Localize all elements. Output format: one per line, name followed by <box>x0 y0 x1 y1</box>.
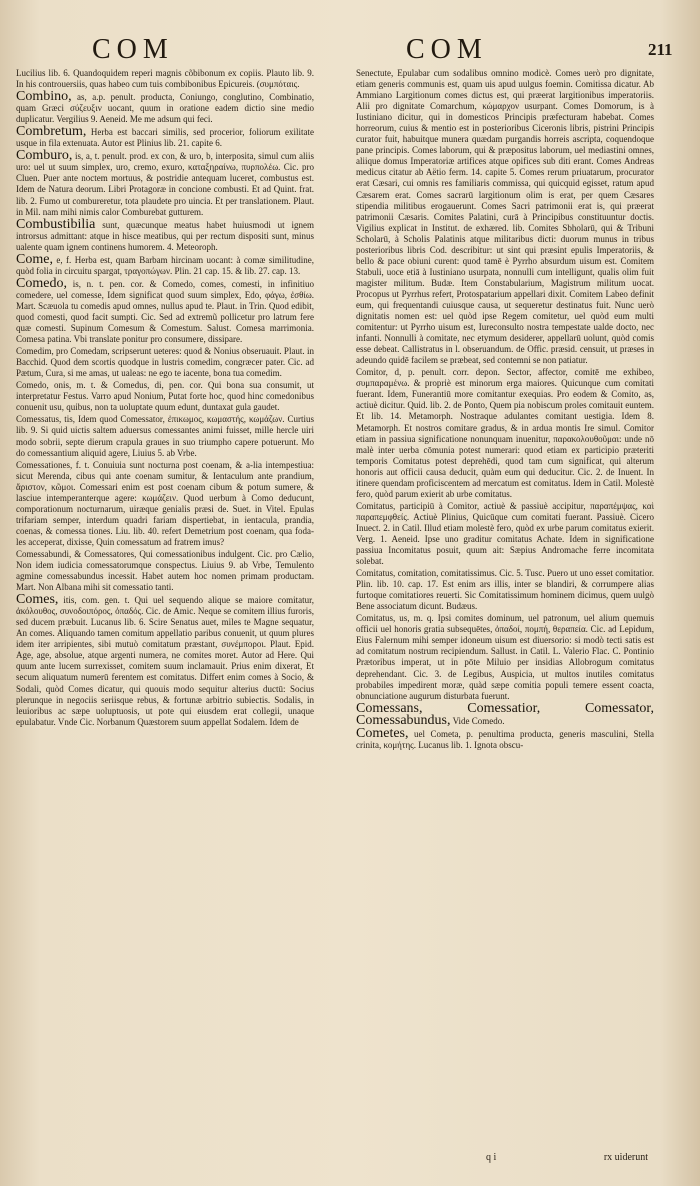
dictionary-entry <box>356 501 654 567</box>
entry-text: Comessatus, tis, Idem quod Comessator, ἐπικωμος, κωμαστής, κωμάζων. Curtius lib. 9. Si quid uictis saltem aduersus comessantes animi fuisset, mille hercle uiri modo sobrii, septe dierum crapula graues in suo triumpho capere potuerunt. Mo do comessantium aliquid agere, Liuius 5. ab Vrbe. <box>16 414 314 458</box>
dictionary-entry <box>16 91 314 125</box>
right-headword: COM <box>406 34 488 65</box>
dictionary-entry <box>16 68 314 90</box>
entry-text: Comitatus, participiū à Comitor, actiuè & passiuè accipitur, παραπέμψας, καὶ παραπεμφθείς. Actiuè Plinius, Quicūque cum comitati fuerant. Passiuè. Cicero Inuect. 2. in Catil. Illud etiam molestè fero, quòd ex urbe parum comitatus exierit. Verg. 1. Aeneid. Ipse uno graditur comitatus Achate. Idem in significatione passiua Incomitatus posuit, quum ait: Sæpius Andromache ferre incomitata solebat. <box>356 500 654 567</box>
entry-text: is, n. t. pen. cor. & Comedo, comes, comesti, in infinitiuo comedere, uel comesse, Idem significat quod suum simplex, Edo, φάγω, ἐσθίω. Mart. Scæuola tu comedis apud omnes, nullus apud te. Plaut. in Trin. Quod edibit, quod comesti, quod facit sumpti. Cic. Sed ad extremũ pollicetur pro latrum fere quæ comesti. Supinum Comesum & Comestum. Salust. Comesa marrimonia. Comesa patina. Vbi translate ponitur pro consumere, dissipare. <box>16 278 314 345</box>
entry-headword: Comedo, <box>16 275 67 291</box>
entry-headword: Comessans, Comessatior, Comessator, Comessabundus, <box>356 700 654 728</box>
entry-text: Herba est baccari similis, sed procerior, foliorum exilitate usque in fila extenuata. Autor est Plinius lib. 21. capite 6. <box>16 127 314 149</box>
entry-headword: Combretum, <box>16 124 87 140</box>
page-number: 211 <box>648 40 673 59</box>
entry-headword: Combustibilia <box>16 216 96 232</box>
entry-headword: Comburo, <box>16 148 73 164</box>
entry-text: Comitatus, us, m. q. Ipsi comites dominum, uel patronum, uel alium quemuis officii uel honoris gratia subsequētes, ὀπαδοί, πομπή, θεραπεία. Cic. ad Lepidum, Eius Falernum mihi semper idoneum uisum est diuersorio: si modò tecti satis est ad comitatum nostrum recipiendum. Sallust. in Catil. L. Valerio Flac. C. Pontinio Prætoribus imperat, ut in pōte Miluio per insidias Allobrogum comitatus deprehendant. Cic. 3. de Legibus, Auspicia, ut multos inutiles comitatus probabiles impedirent moræ, quàd sæpe comitia populi temere essent coacta, obnunciatione augurum disturbata fuerunt. <box>356 613 654 701</box>
entry-text: itis, com. gen. t. Qui uel sequendo alique se maiore comitatur, ἀκόλουθος, συνοδοιπόρος, ὀπαδός. Cic. de Amic. Neque se comitem illius furoris, sed ducem præbuit. Lucanus lib. 6. Scire Senatus auet, miles te Magne sequatur, An comes. Aliquando tamen comitum appellatio paribus conuenit, ut quum plures idem iter arripientes, sibi mutuò comitatum præstant, συνέμποροι. Plaut. Epid. Age, age, absolue, atque argenti numera, ne comites moret. Autor ad Here. Qui quum ante lucem surrexisset, comitem suum inclamauit. Prius enim dixerat, Et secum aliquatum numerū ferentem est comitatus. Differt enim comes à Socio, & Sodali, quòd Comes dicatur, qui quouis modo sequitur alterius ductū: Socius plerunque in negociis seriisque rebus, & fortunæ arbitrio subiectis. Sodalis, in leuioribus ac sæpe uoluptuosis, ut pote qui eiusdem erat collegii, unaque epulabatur. Vnde Cic. Norbanum Quæstorem suum appellat Sodalem. Idem de <box>16 595 314 727</box>
dictionary-entry <box>16 346 314 379</box>
entry-text: Comedim, pro Comedam, scripserunt ueteres: quod & Nonius obseruauit. Plaut. in Bacchid. Quod dem scortis quodque in lustris comedim, congræcer pater. Cic. ad Pætum, Cura, si me amas, ut ualeas: ne ego te iacente, bona tua comedim. <box>16 346 314 379</box>
dictionary-entry <box>356 613 654 701</box>
entry-text: Vide Comedo. <box>452 715 505 726</box>
entry-text: Comitor, d, p. penult. corr. depon. Sector, affector, comitē me exhibeo, συμπαραμένω. & propriè est minorum erga maiores. Quicunque cum comitati fuerant. Idem, Funerantiū more comitantur exequias. Pro eodem & Comito, as, actiuè dicitur. Quid. lib. 2. de Ponto, Quem pia nobiscum proles comitauit euntem. Et lib. 14. Metamorph. Nostraque adulantes comitant uestigia. Idem 8. Metamorph. Et nostros comitare gradus, & in ardua montis Ire simul. Comitor etiam in passiua significatione nonunquam inuenitur, παρακολουθοῦμαι: unde nō malè inter uerba cōmunia potest numerari: quod etiam ex participio præteriti temporis Comitatus potest deprehēdi, quod tam cum significat, qui alterum honoris aut officii causa deducit, quàm eum qui deducitur. Cic. 2. de Inuent. In itinere quendam proficiscentem ad mercatum est comitatus. Idem in Catil. Molestè fero, quòd parum exierit ab urbe comitatus. <box>356 367 654 499</box>
right-column <box>356 68 654 1148</box>
signature-mark: q i <box>486 1152 497 1163</box>
entry-headword: Come, <box>16 251 53 267</box>
entry-text: Comessationes, f. t. Conuiuia sunt nocturna post coenam, & a-lia intempestiua: sicut Merenda, cibus qui ante coenam sumitur, & Ientaculum ante prandium, ἄριστον, κῶμοι. Comessari enim est post coenam cibum & potum sumere, & lasciue intemperanterque agere: κωμάζειν. Quod uerbum à Como deducunt, comporationum nocturnarum, uiræque genialis præsi de. Suet. in Vitel. Epulas trifariam semper, interdum quadri fariam dispertiebat, in ientacula, prandia, coenas, & comessa tiones. Liu. lib. 40. refert Demetrium post coenam, qua foda-les acceperat, dixisse, Quin comessatum ad fratrem imus? <box>16 459 314 547</box>
entry-text: Comessabundi, & Comessatores, Qui comessationibus indulgent. Cic. pro Cælio, Non idem iudicia comessatorumque conspectus. Liuius 9. ab Vrbe, Temulento agmine comessabundus incessit. Habet autem hoc nomen primam productam. Mart. Non Albana mihi sit comessatio tanti. <box>16 548 314 593</box>
dictionary-entry <box>16 380 314 413</box>
entry-text: sunt, quæcunque meatus habet huiusmodi ut ignem introrsus admittant: atque in hisce meatibus, qui per rectum dispositi sunt, minus ualente quam ignem continens humorem. 4. Meteoroph. <box>16 219 314 252</box>
page-footer <box>356 1150 656 1166</box>
entry-text: as, a.p. penult. producta, Coniungo, conglutino, Combinatio, quam Græci σύζευξιν uocant, quum in oratione eadem dictio sine medio duplicatur. Vergilius 9. Aeneid. Me me adsum qui feci. <box>16 92 314 125</box>
dictionary-entry <box>16 414 314 458</box>
dictionary-entry <box>356 367 654 500</box>
left-headword: COM <box>92 34 174 65</box>
dictionary-entry <box>16 150 314 217</box>
entry-headword: Combino, <box>16 89 72 105</box>
dictionary-entry <box>356 68 654 366</box>
entry-headword: Comes, <box>16 592 59 608</box>
dictionary-entry <box>16 251 314 277</box>
entry-text: Comedo, onis, m. t. & Comedus, di, pen. cor. Qui bona sua consumit, ut interpretatur Festus. Varro apud Nonium, Putat forte hoc, quod hinc comedonibus conuenit usu, quibus, non ta uoluptate quum edunt, duntaxat gula gaudet. <box>16 380 314 413</box>
dictionary-entry <box>356 568 654 612</box>
dictionary-entry <box>16 126 314 149</box>
entry-text: is, a, t. penult. prod. ex con, & uro, b, interposita, simul cum aliis uro: uel ut suum simplex, uro, cremo, exuro, καταξηραίνω, πυρπολέω. Cic. pro Cluen. Puer ante noctem mortuus, & postridie antequam luceret, combustus est. Idem de Natura deorum. Libri Protagoræ in concione combusti. Et ad Quint. frat. lib. 2. Fumo ut combureretur, tota plaudete pro uincia. Et per translationem. Plaut. in Mil. nam mihi nimis calor Comburebat gutturem. <box>16 151 314 217</box>
entry-text: uel Cometa, p. penultima producta, generis masculini, Stella crinita, κομήτης. Lucanus lib. 1. Ignota obscu- <box>356 728 654 750</box>
dictionary-entry <box>16 594 314 728</box>
entry-text: Comitatus, comitation, comitatissimus. Cic. 5. Tusc. Puero ut uno esset comitatior. Plin. lib. 10. cap. 17. Est enim ars illis, inter se blandiri, & corrumpere alias furtoque comitatiores reuerti. Sic Comitatissimum hominem dicimus, quem uulgò Bene associatum dicunt. Budæus. <box>356 568 654 612</box>
dictionary-entry <box>16 549 314 593</box>
running-header <box>0 30 700 70</box>
left-column <box>16 68 314 1148</box>
dictionary-entry <box>356 725 654 751</box>
entry-text: Senectute, Epulabar cum sodalibus omnino modicè. Comes uerò pro dignitate, etiam generis communis est, quam uis apud uulgus foemin. Comitissa dicatur. Ab Ammiano Largitionum comes dictus est, qui præerat largitionibus imperatoriis. Alii pro dignitate Comarchum, κώμαρχον usurpant. Comes Domorum, is à Iustiniano dicitur, qui in domesticos Principis præfecturam habebat. Comes horreorum, cuius & mentio est in posterioribus Ciceronis libris, pistrini Principis curator fuit, habuitque munera quædam purgandis horreis ascripta, coquendoque pane principis. Comes laborum, qui & præpositus laborum, uel mediastini omnes, aliique domus Imperatoriæ artifices atque opifices sub diti erant. Comes Andreas medicus citatur ab Aëtio ferm. 14. capite 5. Comes rerum priuatarum, procurator erat Cæsari, cui omnis res familiaris commissa, qui quicquid egisset, ratum apud Cæsarem erat. Comes sacrarū largitionum olim is erat, per quem Cæsares stipendia militibus erogauerunt. Comes Sacri patrimonii erat is, qui præerat patrimonii Cæsaris. Comites Palatini, curā à Principibus constituuntur doctis. Vigilius explicat in Institut. de exhæred. lib. Comites Sbholarū, qui & Tribuni Scholarū, à Scholis Palatinis atque militaribus dicti: duorum munus in tribus posterioribus libris Cod. describitur: ut sint qui præsint epulis Imperatoriis, & bello & pace obiuni curent: quod tamē è Pyrrho absurdum uisum est. Comitem Stabuli, uoce etiā à Iustiniano usurpata, nonnulli cum intelligunt, qualis olim fuit magister militum. Budæ. Item Constabularium, Magistrum militum uocat. Procopus ut Pyrrhus refert, Protospatarium appellari dixit. Comitem Labeo definit eum, qui frequentandi cuiusque causa, ut sequeretur destinatus fuit. Nunc uerò dignitatis nomen est: uel quòd ipse Regem comitetur, uel quòd eum multi comitentur: ut Pyrrho uisum est, Iureconsulto nostra tempestate ualde docto, nec infanti. Nonnulli à comitate, nec etymum desiderer, appellarū uolunt, quòd comis esse debeat. Callistratus in l. obseruandum. de Offic. præsid. censuit, ut præses in adeundo quidē facilem se præbeat, sed contemni se non patiatur. <box>356 68 654 366</box>
dictionary-entry <box>356 700 654 728</box>
dictionary-entry <box>16 460 314 548</box>
dictionary-entry <box>16 216 314 253</box>
entry-text: Lucilius lib. 6. Quandoquidem reperi magnis cõbibonum ex copiis. Plauto lib. 9. In his controuersiis, quas habeo cum tuis combibonibus Epicureis. (συμπόταις. <box>16 68 314 90</box>
dictionary-entry <box>16 275 314 345</box>
entry-headword: Cometes, <box>356 725 409 741</box>
catchword: rx uiderunt <box>603 1152 648 1163</box>
entry-text: e, f. Herba est, quam Barbam hircinam uocant: à comæ similitudine, quòd folia in circuitu spargat, τραγοπώγων. Plin. 21 cap. 15. & lib. 27. cap. 13. <box>16 254 314 276</box>
